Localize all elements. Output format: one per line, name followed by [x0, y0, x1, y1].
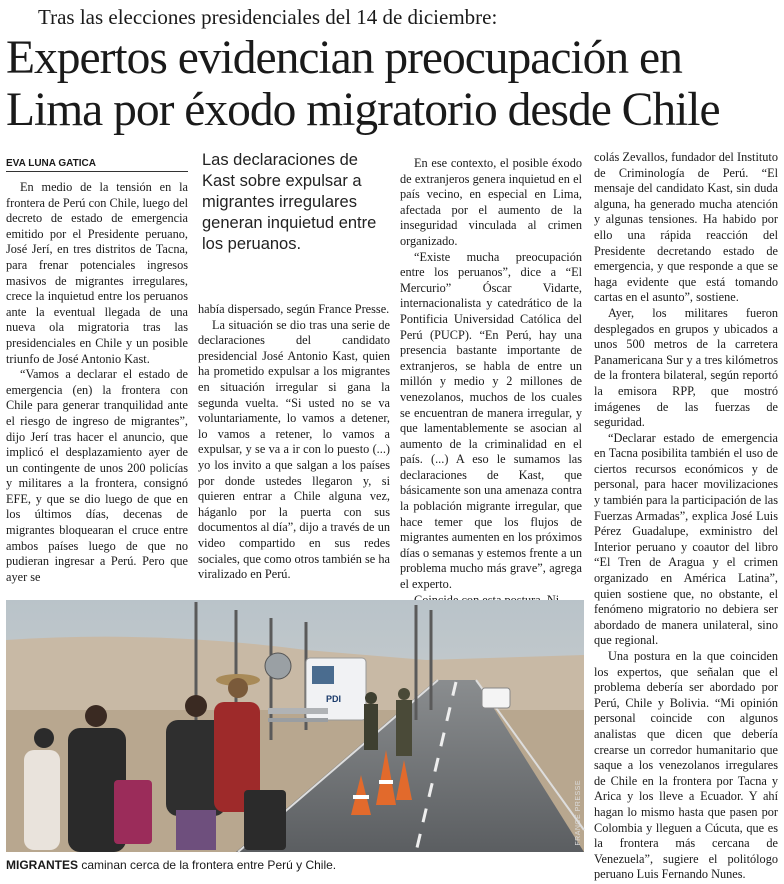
caption-lead: MIGRANTES [6, 858, 78, 872]
news-photo [6, 600, 584, 852]
paragraph: “Declarar estado de emergencia en Tacna posibilita también el uso de ciertos recursos económicos y de personal, para hacer movilizaciones y también para la participación de las Fuerzas Armadas”, explica José Luis Pérez Guadalupe, exministro del Interior peruano y coautor del libro “El Tren de Aragua y el crimen organizado en América Latina”, quien sostiene que, no obstante, el fenómeno migratorio no debiera ser abordado de manera unilateral, sino que regional. [594, 430, 778, 648]
article-column-4 [594, 150, 778, 882]
road-sign [265, 653, 291, 679]
photo-scene [6, 600, 584, 852]
white-car [482, 688, 510, 708]
article-column-2 [198, 302, 390, 592]
headline [6, 32, 780, 136]
guard-rail [268, 708, 328, 714]
paragraph: La situación se dio tras una serie de declaraciones del candidato presidencial José Antonio Kast, quien ha prometido expulsar a los migrantes en situación irregular si gana la segunda vuelta. “Si usted no se va voluntariamente, lo vamos a detener, lo vamos a retener, lo vamos a expulsar, y se va a ir con lo puesto (...) yo los invito a que salgan a los países por donde ustedes llegaron y, si quieren entrar a Chile alguna vez, háganlo por la puerta con sus documentos al día”, dijo a través de un video compartido en sus redes sociales, que como otros también se ha viralizado en Perú. [198, 317, 390, 582]
byline: EVA LUNA GATICA [6, 158, 188, 172]
paragraph: En medio de la tensión en la frontera de Perú con Chile, luego del decreto de estado de emergencia emitido por el Presidente peruano, José Jerí, en tres distritos de Tacna, para frenar potenciales ingresos masivos de migrantes irregulares, crece la inquietud entre los peruanos ante la eventual llegada de una nueva ola migratoria tras las presidenciales en Chile y un posible triunfo de José Antonio Kast. [6, 180, 188, 366]
article-column-3 [400, 156, 582, 592]
headline-line-1: Expertos evidencian preocupación en [6, 32, 682, 84]
paragraph: “Vamos a declarar el estado de emergencia (en) la frontera con Chile para generar tranquilidad ante el riesgo de ingreso de migrantes”, dijo Jerí tras hacer el anuncio, que implicó el desplazamiento ayer de un contingente de unos 200 policías y militares a la frontera, consignó EFE, y que se dio luego de que en los últimos días, decenas de migrantes bloquearan el cruce entre ambos países luego de que no pudieran ingresar a Perú. Pero que ayer se [6, 367, 188, 584]
paragraph: “Existe mucha preocupación entre los peruanos”, dice a “El Mercurio” Óscar Vidarte, internacionalista y catedrático de la Pontificia Universidad Católica del Perú (PUCP). “En Perú, hay una presencia bastante importante de extranjeros, se habla de entre un millón y medio y 2 millones de venezolanos, muchos de los cuales se encuentran de manera irregular, y que lamentablemente se asocian al aumento de la criminalidad en el país. (...) A eso le sumamos las declaraciones de Kast, que básicamente son una amenaza contra la población migrante irregular, que hace temer que los flujos de migrantes aumenten en los próximos días o semanas y estemos frente a un problema mucho más grave”, agrega el experto. [400, 249, 582, 592]
article-column-1 [6, 180, 188, 592]
paragraph: había dispersado, según France Presse. [198, 302, 390, 316]
paragraph: Ayer, los militares fueron desplegados en grupos y ubicados a unos 500 metros de la carretera Panamericana Sur y a tres kilómetros de la frontera bilateral, según reportó la emisora RPP, que mostró imágenes de las fuerzas de seguridad. [594, 305, 778, 430]
photo-caption [6, 858, 584, 872]
suitcase [114, 780, 152, 844]
kicker: Tras las elecciones presidenciales del 14 de diciembre: [38, 5, 498, 29]
pull-quote: Las declaraciones de Kast sobre expulsar a migrantes irregulares generan inquietud entre los peruanos. [202, 151, 377, 253]
caption-text: caminan cerca de la frontera entre Perú y Chile. [78, 858, 337, 872]
suitcase [244, 790, 286, 850]
photo-credit: FRANCE PRESSE [575, 780, 582, 846]
van-label: PDI [326, 694, 342, 704]
paragraph: En ese contexto, el posible éxodo de extranjeros genera inquietud en el país vecino, en especial en Lima, afectada por el aumento de la inseguridad vinculada al crimen organizado. [400, 156, 582, 248]
paragraph: Una postura en la que coinciden los expertos, que señalan que el problema debería ser abordado por Perú, Chile y Bolivia. “Mi opinión personal coincide con algunos analistas que dicen que debería crearse un corredor humanitario que saque a los venezolanos irregulares de Chile en la frontera por Tacna y Arica y los lleve a Ecuador. Y ahí hagan lo mismo hasta que pasen por Colombia y lleguen a Cúcuta, que es la frontera más cercana de Venezuela”, sugiere el politólogo peruano Luis Fernando Nunes. [594, 649, 778, 882]
headline-line-2: Lima por éxodo migratorio desde Chile [6, 84, 720, 136]
paragraph: colás Zevallos, fundador del Instituto de Criminología de Perú. “El mensaje del candidato Kast, sin duda alguna, ha generado mucha atención y algunas tensiones. Ha habido por ello una rápida reacción del Presidente decretando estado de emergencia, y que responde a que se haga evidente que está tomando cartas en el asunto”, sostiene. [594, 150, 778, 305]
